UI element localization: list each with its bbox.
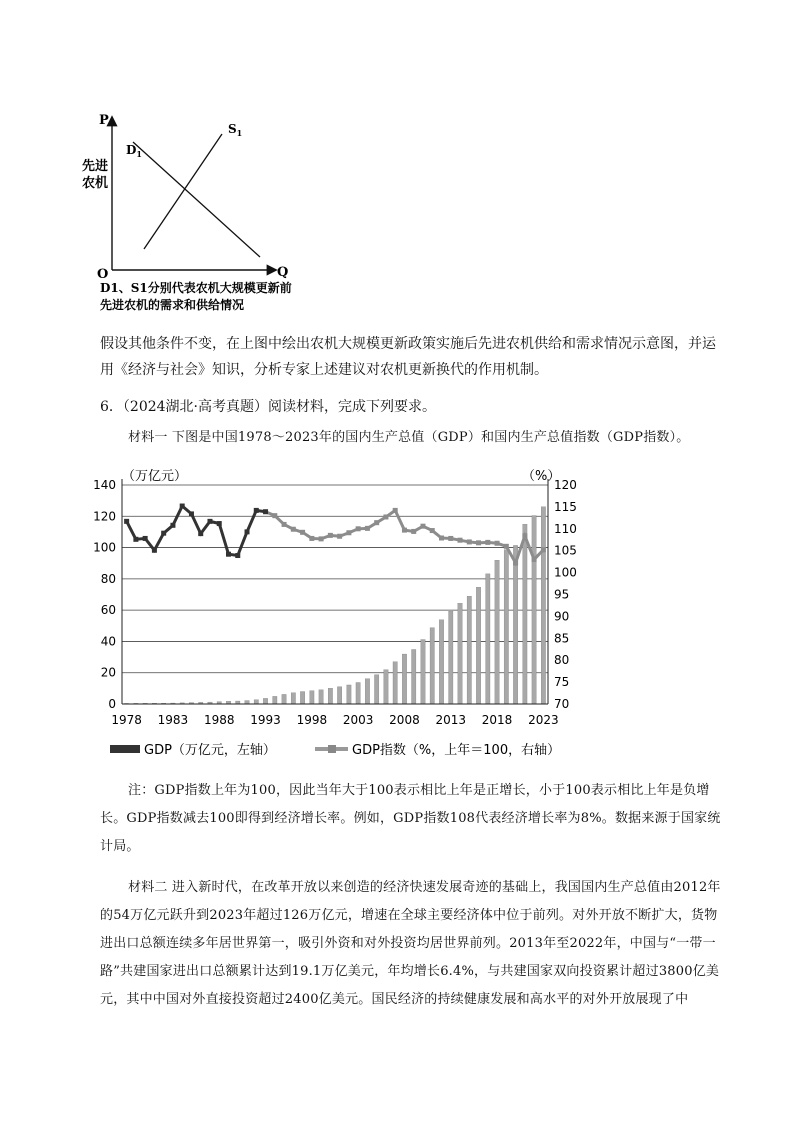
x-tick-label: 2023 — [528, 713, 559, 727]
index-point — [272, 513, 277, 518]
index-point — [356, 526, 361, 531]
left-tick-label: 40 — [100, 634, 116, 649]
material1-paragraph — [100, 424, 724, 452]
gdp-bar — [439, 620, 443, 704]
right-tick-label: 85 — [554, 631, 570, 646]
index-point — [254, 508, 259, 513]
x-tick-label: 1993 — [250, 713, 281, 727]
gdp-bar — [523, 524, 527, 704]
index-point — [532, 557, 537, 562]
index-point — [458, 538, 463, 543]
right-tick-label: 70 — [554, 697, 570, 711]
left-tick-label: 120 — [93, 509, 116, 524]
legend-index-marker — [328, 745, 336, 753]
gdp-bar — [486, 574, 490, 704]
right-tick-label: 105 — [554, 543, 577, 558]
gdp-bar — [245, 701, 249, 704]
demand-curve-d1 — [133, 142, 260, 257]
gdp-bar — [458, 603, 462, 704]
index-point — [467, 539, 472, 544]
x-tick-label: 2013 — [435, 713, 467, 727]
x-tick-label: 1988 — [203, 713, 235, 727]
index-point — [374, 520, 379, 525]
index-point — [495, 541, 500, 546]
x-tick-label: 1978 — [111, 713, 142, 727]
index-point — [402, 528, 407, 533]
index-point — [198, 531, 203, 536]
gdp-bar — [310, 691, 314, 704]
right-tick-label: 115 — [554, 499, 577, 514]
gdp-bar — [356, 683, 360, 704]
left-tick-label: 20 — [100, 665, 116, 680]
left-tick-label: 140 — [93, 478, 116, 492]
index-point — [235, 553, 240, 558]
index-point — [124, 519, 129, 524]
index-point — [217, 521, 222, 526]
index-point — [513, 560, 518, 565]
diagram-caption-line1: D1、S1分别代表农机大规模更新前 — [100, 281, 292, 295]
gdp-bar — [347, 685, 351, 704]
gdp-bar — [328, 688, 332, 704]
index-point — [393, 508, 398, 513]
chart-note — [100, 777, 724, 861]
material1-text: 材料一 下图是中国1978～2023年的国内生产总值（GDP）和国内生产总值指数（GDP指数）。 — [128, 430, 690, 445]
supply-demand-diagram — [70, 100, 330, 330]
gdp-bar — [282, 694, 286, 704]
index-point — [189, 511, 194, 516]
gdp-bar — [365, 679, 369, 704]
x-tick-label: 2003 — [342, 713, 374, 727]
index-point — [263, 509, 268, 514]
gdp-bar — [393, 662, 397, 704]
right-axis-unit: （%） — [522, 469, 561, 484]
index-point — [152, 548, 157, 553]
s1-label: $S_1$ — [228, 122, 243, 138]
index-point — [207, 519, 212, 524]
question6-title: 6．（2024湖北·高考真题）阅读材料，完成下列要求。 — [100, 399, 436, 415]
gdp-bar — [337, 687, 341, 704]
gdp-bar — [532, 516, 536, 704]
index-point — [143, 536, 148, 541]
index-point — [245, 529, 250, 534]
origin-label: O — [97, 267, 109, 282]
right-tick-label: 120 — [554, 478, 577, 492]
supply-curve-s1 — [144, 134, 222, 249]
axis-q-label: Q — [277, 265, 289, 280]
axis-p-label: P — [99, 113, 109, 128]
chart-gridlines — [122, 485, 548, 704]
ylabel-line1: 先进 — [82, 159, 109, 174]
material2-text: 材料二 进入新时代，在改革开放以来创造的经济快速发展奇迹的基础上，我国国内生产总值由2012年的54万亿元跃升到2023年超过126万亿元，增速在全球主要经济体中位于前列。对外开放不断扩大，货物进出口总额连续多年居世界第一，吸引外资和对外投资均居世界前列。2013年至2022年，中国与“一带一路”共建国家进出口总额累计达到19.1万亿美元，年均增长6.4%，与共建国家双向投资累计超过3800亿美元，其中中国对外直接投资超过2400亿美元。国民经济的持续健康发展和高水平的对外开放展现了中 — [100, 880, 721, 1007]
question6-header — [100, 394, 724, 420]
gdp-bar — [263, 698, 267, 704]
ylabel-line2: 农机 — [82, 176, 109, 191]
gdp-bar — [300, 692, 304, 704]
left-tick-label: 0 — [108, 697, 116, 711]
gdp-bar — [495, 560, 499, 704]
legend-gdp-label: GDP（万亿元，左轴） — [144, 743, 276, 758]
left-tick-label: 80 — [100, 571, 116, 586]
question5-text: 假设其他条件不变，在上图中绘出农机大规模更新政策实施后先进农机供给和需求情况示意图，并运用《经济与社会》知识，分析专家上述建议对农机更新换代的作用机制。 — [100, 336, 716, 378]
question5-paragraph — [100, 331, 724, 383]
index-point — [346, 530, 351, 535]
gdp-bar — [421, 640, 425, 704]
right-tick-label: 95 — [554, 587, 570, 602]
note-text: 注：GDP指数上年为100，因此当年大于100表示相比上年是正增长，小于100表示相比上年是负增长。GDP指数减去100即得到经济增长率。例如，GDP指数108代表经济增长率为8%。数据来源于国家统计局。 — [100, 783, 721, 854]
x-tick-label: 1998 — [296, 713, 328, 727]
index-point — [319, 536, 324, 541]
index-point — [504, 544, 509, 549]
index-point — [328, 533, 333, 538]
index-point — [485, 540, 490, 545]
index-point — [430, 528, 435, 533]
index-point — [476, 540, 481, 545]
right-tick-label: 80 — [554, 653, 570, 668]
gdp-bar — [541, 507, 545, 704]
index-line-late — [266, 510, 544, 563]
gdp-bar — [402, 654, 406, 704]
gdp-bar — [384, 670, 388, 704]
gdp-bar — [319, 690, 323, 704]
legend-index-label: GDP指数（%，上年＝100，右轴） — [352, 743, 561, 758]
legend-gdp-swatch — [110, 745, 140, 753]
right-tick-label: 100 — [554, 565, 577, 580]
index-point — [411, 529, 416, 534]
index-point — [365, 526, 370, 531]
right-tick-label: 90 — [554, 609, 570, 624]
index-point — [180, 504, 185, 509]
chart-legend — [110, 742, 560, 758]
gdp-bar — [449, 611, 453, 704]
index-point — [282, 522, 287, 527]
index-point — [226, 552, 231, 557]
x-tick-label: 2008 — [389, 713, 420, 727]
gdp-bar — [273, 696, 277, 704]
gdp-bar — [374, 675, 378, 704]
right-tick-label: 75 — [554, 675, 570, 690]
index-point — [170, 523, 175, 528]
index-point — [383, 514, 388, 519]
index-point — [161, 531, 166, 536]
right-tick-label: 110 — [554, 521, 577, 536]
index-point — [541, 547, 546, 552]
gdp-chart — [90, 460, 710, 770]
gdp-bar — [504, 550, 508, 704]
diagram-caption-line2: 先进农机的需求和供给情况 — [100, 298, 245, 312]
index-point — [337, 534, 342, 539]
d1-label: $D_1$ — [126, 143, 142, 159]
index-point — [133, 537, 138, 542]
gdp-index-line — [124, 504, 546, 566]
material2-paragraph — [100, 874, 724, 1014]
left-tick-label: 60 — [100, 603, 116, 618]
x-tick-label: 2018 — [481, 713, 513, 727]
gdp-bar — [513, 545, 517, 704]
gdp-bar — [430, 628, 434, 704]
gdp-bar — [467, 596, 471, 704]
index-point — [448, 536, 453, 541]
index-point — [522, 533, 527, 538]
left-tick-label: 100 — [93, 540, 116, 555]
gdp-bar — [476, 587, 480, 704]
index-point — [420, 524, 425, 529]
index-point — [291, 527, 296, 532]
x-tick-label: 1983 — [157, 713, 189, 727]
index-point — [309, 536, 314, 541]
left-axis-unit: （万亿元） — [122, 469, 188, 484]
gdp-bar — [291, 693, 295, 704]
index-point — [300, 530, 305, 535]
gdp-bar — [254, 700, 258, 704]
gdp-bar — [412, 649, 416, 704]
index-point — [439, 535, 444, 540]
